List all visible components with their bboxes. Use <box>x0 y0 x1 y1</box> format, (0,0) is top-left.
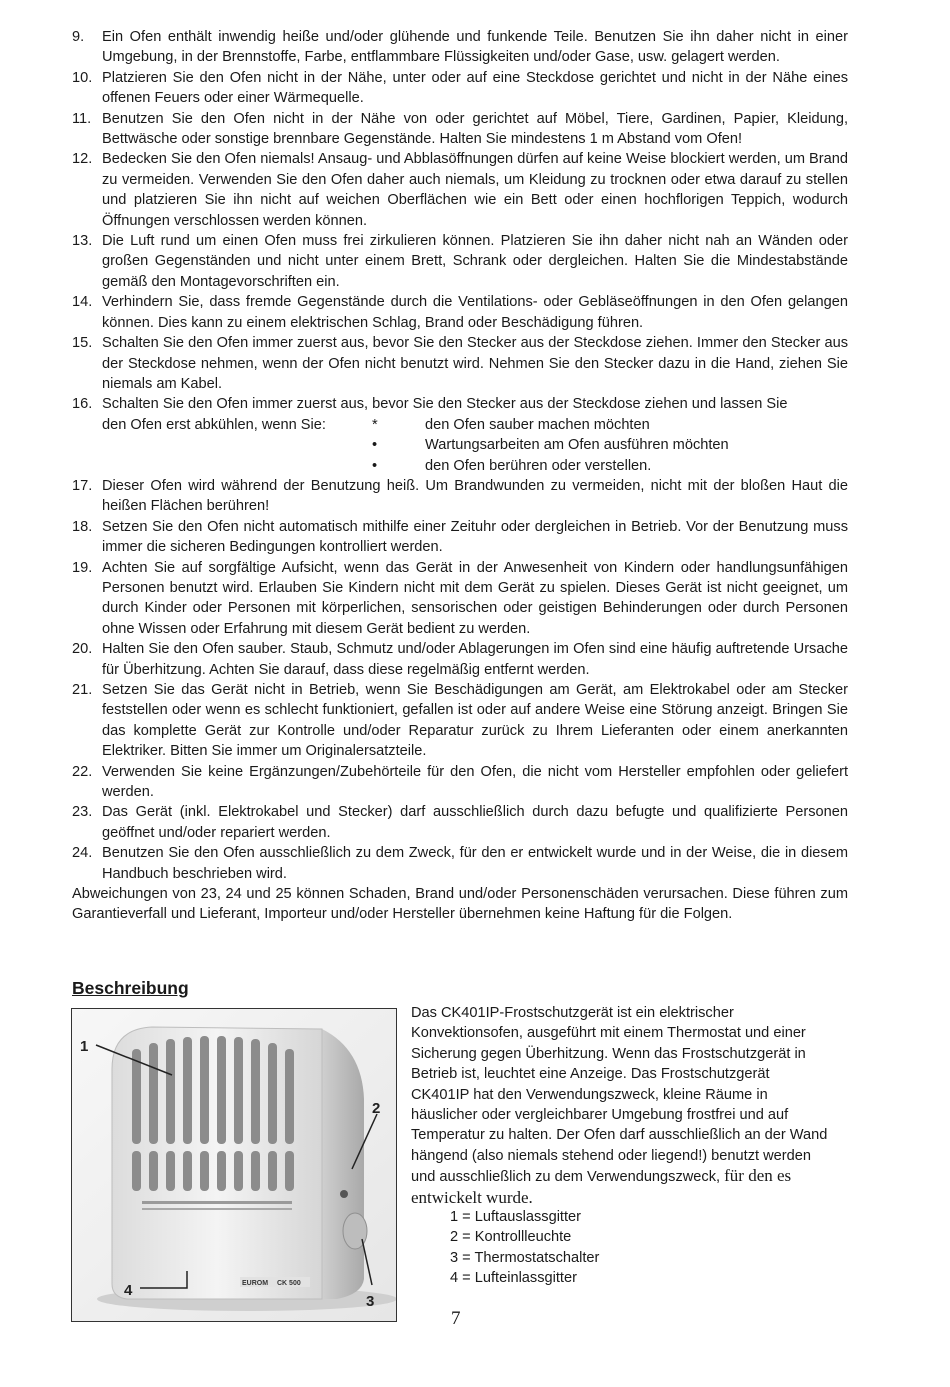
list-item-text: Das Gerät (inkl. Elektrokabel und Stecker) darf ausschließlich durch dazu befugte und qualifizierte Personen geöffnet und/oder repariert werden. <box>102 804 848 841</box>
list-item <box>72 109 848 150</box>
legend-item: 4 = Lufteinlassgitter <box>450 1270 577 1287</box>
callout-2: 2 <box>372 1100 381 1117</box>
list-item-text: Schalten Sie den Ofen immer zuerst aus, bevor Sie den Stecker aus der Steckdose ziehen. Immer den Stecker aus der Steckdose nehmen, wenn der Ofen nicht benutzt wird. Nehmen Sie den Stecker dazu in die Hand, ziehen Sie niemals am Kabel. <box>102 335 848 392</box>
list-item <box>72 558 848 640</box>
list-item-text: Benutzen Sie den Ofen nicht in der Nähe von oder gerichtet auf Möbel, Tiere, Gardinen, Papier, Kleidung, Bettwäsche oder sonstige brennbare Gegenstände. Halten Sie mindestens 1 m Abstand vom Ofen! <box>102 110 848 148</box>
list-item-16-line1: Schalten Sie den Ofen immer zuerst aus, bevor Sie den Stecker aus der Steckdose ziehen und lassen Sie <box>102 396 788 413</box>
list-item <box>72 292 848 333</box>
heater-photo <box>71 1008 397 1322</box>
list-item-number: 16. <box>72 396 93 413</box>
sub-item-text: den Ofen sauber machen möchten <box>425 416 650 433</box>
callout-3: 3 <box>366 1293 375 1310</box>
list-item <box>72 802 848 843</box>
description-paragraph <box>411 1003 831 1209</box>
closing-paragraph: Abweichungen von 23, 24 und 25 können Schaden, Brand und/oder Personenschäden verursachen. Diese führen zum Garantieverfall und Lieferant, Importeur und/oder Hersteller übernehmen keine Haftung für die Folgen. <box>72 886 848 923</box>
heater-illustration <box>72 1009 396 1321</box>
bullet-icon: • <box>372 437 378 454</box>
list-item-number: 15. <box>72 335 93 352</box>
list-item-number: 19. <box>72 559 93 576</box>
list-item-number: 11. <box>72 110 92 127</box>
list-item-text: Verwenden Sie keine Ergänzungen/Zubehörteile für den Ofen, die nicht vom Hersteller empfohlen oder geliefert werden. <box>102 763 848 800</box>
brand-label: EUROM <box>242 1280 269 1287</box>
list-item-text: Bedecken Sie den Ofen niemals! Ansaug- und Abblasöffnungen dürfen auf keine Weise blockiert werden, um Brand zu vermeiden. Verwenden Sie den Ofen daher auch niemals, um Kleidung zu trocknen oder etwa darauf zu stellen und platzieren Sie ihn nicht auf weichen Oberflächen wie ein Bett oder einen hochflorigen Teppich, wodurch Öffnungen verschlossen werden können. <box>102 151 848 229</box>
list-item-number: 21. <box>72 681 93 698</box>
list-item-16-line2: den Ofen erst abkühlen, wenn Sie: <box>102 416 326 433</box>
list-item <box>72 149 848 231</box>
list-item-text: Platzieren Sie den Ofen nicht in der Nähe, unter oder auf eine Steckdose gerichtet und nicht in der Nähe eines offenen Feuers oder einer Wärmequelle. <box>102 69 848 107</box>
list-item-number: 20. <box>72 641 93 658</box>
list-item-number: 12. <box>72 151 93 168</box>
list-item-number: 9. <box>72 29 85 45</box>
list-item-number: 17. <box>72 477 93 494</box>
list-item <box>72 639 848 680</box>
callout-1: 1 <box>80 1038 89 1055</box>
bullet-icon: • <box>372 457 378 474</box>
list-item-text: Verhindern Sie, dass fremde Gegenstände durch die Ventilations- oder Gebläseöffnungen in den Ofen gelangen können. Dies kann zu einem elektrischen Schlag, Brand oder Beschädigung führen. <box>102 294 848 331</box>
list-item <box>72 680 848 762</box>
list-item-number: 18. <box>72 518 93 535</box>
list-item-text: Benutzen Sie den Ofen ausschließlich zu dem Zweck, für den er entwickelt wurde und in der Weise, die in diesem Handbuch beschrieben wird. <box>102 845 848 882</box>
list-item-number: 24. <box>72 845 93 862</box>
sub-item <box>72 435 848 455</box>
list-item-number: 23. <box>72 804 93 821</box>
sub-item-text: den Ofen berühren oder verstellen. <box>425 457 652 474</box>
list-item-text: Dieser Ofen wird während der Benutzung heiß. Um Brandwunden zu vermeiden, nicht mit der bloßen Haut die heißen Flächen berühren! <box>102 477 848 515</box>
legend-list <box>450 1207 599 1289</box>
list-item-number: 14. <box>72 294 93 311</box>
list-item <box>72 476 848 517</box>
list-item-text: Ein Ofen enthält inwendig heiße und/oder glühende und funkende Teile. Benutzen Sie ihn daher nicht in einer Umgebung, in der Brennstoffe, Farbe, entflammbare Flüssigkeiten und/oder Gase, usw. gelagert werden. <box>102 29 848 66</box>
sub-item-text: Wartungsarbeiten am Ofen ausführen möchten <box>425 437 729 454</box>
list-item-text: Setzen Sie das Gerät nicht in Betrieb, wenn Sie Beschädigungen am Gerät, am Elektrokabel oder am Stecker feststellen oder wenn es schlecht funktioniert, gefallen ist oder auf andere Weise eine Störung anzeigt. Bringen Sie das komplette Gerät zur Kontrolle und/oder Reparatur zurück zu Ihrem Lieferanten oder einem anerkannten Elektriker. Bitten Sie immer um Originalersatzteile. <box>102 681 848 760</box>
section-heading: Beschreibung <box>72 978 189 998</box>
description-main: Das CK401IP-Frostschutzgerät ist ein elektrischer Konvektionsofen, ausgeführt mit einem Thermostat und einer Sicherung gegen Überhitzung. Wenn das Frostschutzgerät in Betrieb ist, leuchtet eine Anzeige. Das Frostschutzgerät CK401IP hat den Verwendungszweck, kleine Räume in häuslicher oder vergleichbarer Umgebung frostfrei und auf Temperatur zu halten. Der Ofen darf ausschließlich an der Wand hängend (also niemals stehend oder liegend!) benutzt werden und ausschließlich zu dem Verwendungszweck, <box>411 1005 828 1186</box>
list-item-number: 22. <box>72 763 93 780</box>
sub-item <box>72 456 848 476</box>
sub-item-marker: * <box>372 416 378 433</box>
list-item <box>72 333 848 394</box>
page-number: 7 <box>451 1308 461 1329</box>
description-tail: für den es entwickelt wurde. <box>411 1166 792 1207</box>
list-item <box>72 517 848 558</box>
list-item <box>72 762 848 803</box>
list-item-text: Die Luft rund um einen Ofen muss frei zirkulieren können. Platzieren Sie ihn daher nicht nah an Wänden oder großen Gegenständen und nicht unter einem Brett, Schrank oder dergleichen. Halten Sie die Mindestabstände gemäß den Montagevorschriften ein. <box>102 233 848 290</box>
list-item-text: Achten Sie auf sorgfältige Aufsicht, wenn das Gerät in der Anwesenheit von Kindern oder handlungsunfähigen Personen benutzt wird. Erlauben Sie Kindern nicht mit dem Gerät zu spielen. Dieses Gerät ist nicht geeignet, um durch Kinder oder Personen mit körperlichen, sensorischen oder geistigen Behinderungen oder durch Personen ohne Wissen oder Erfahrung mit diesem Gerät bedient zu werden. <box>102 559 848 637</box>
legend-item: 1 = Luftauslassgitter <box>450 1209 582 1225</box>
indicator-light-icon <box>340 1190 348 1198</box>
list-item-number: 10. <box>72 69 93 86</box>
sub-item <box>72 415 848 435</box>
list-item <box>72 843 848 884</box>
list-item-text: Setzen Sie den Ofen nicht automatisch mithilfe einer Zeituhr oder dergleichen in Betrieb. Vor der Benutzung muss immer die sicheren Bedingungen kontrolliert werden. <box>102 518 848 556</box>
list-item <box>72 68 848 109</box>
model-label: CK 500 <box>277 1280 301 1287</box>
callout-4: 4 <box>124 1282 133 1299</box>
list-item <box>72 231 848 292</box>
list-item-number: 13. <box>72 233 93 250</box>
safety-instructions-list <box>72 27 848 925</box>
list-item-text: Halten Sie den Ofen sauber. Staub, Schmutz und/oder Ablagerungen im Ofen sind eine häufig auftretende Ursache für Überhitzung. Achten Sie darauf, dass diese regelmäßig entfernt werden. <box>102 641 848 678</box>
legend-item: 3 = Thermostatschalter <box>450 1249 600 1266</box>
list-item <box>72 27 848 68</box>
legend-item: 2 = Kontrollleuchte <box>450 1229 572 1246</box>
